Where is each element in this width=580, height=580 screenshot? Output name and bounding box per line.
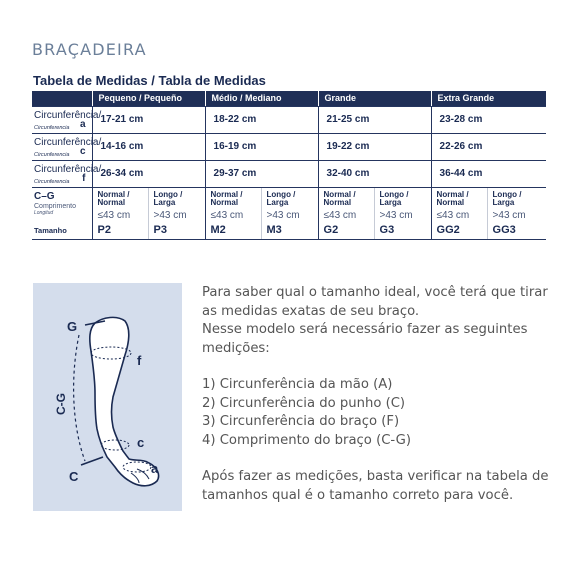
table-cell: 26-34 cm xyxy=(92,160,205,187)
table-cell: 22-26 cm xyxy=(431,133,546,160)
size-code: P2 xyxy=(97,223,111,236)
instruction-item: 2) Circunferência do punho (C) xyxy=(202,395,406,411)
arm-outline xyxy=(90,317,159,485)
length-label-2: Larga xyxy=(266,198,289,208)
length-cm: ≤43 cm xyxy=(436,210,470,222)
length-cell xyxy=(431,187,487,239)
header-size: Extra Grande xyxy=(431,91,546,106)
header-size: Médio / Mediano xyxy=(205,91,318,106)
row-label-sub: Circunferencia xyxy=(34,179,70,185)
table-row xyxy=(32,133,546,160)
header-size: Grande xyxy=(318,91,431,106)
length-cm: ≤43 cm xyxy=(323,210,357,222)
length-label-2: Larga xyxy=(379,198,402,208)
brand-title: BRAÇADEIRA xyxy=(32,40,147,59)
length-label-1: Longo / xyxy=(153,189,183,199)
length-label-1: Longo / xyxy=(492,189,522,199)
length-cell xyxy=(148,187,205,239)
size-label: Tamanho xyxy=(34,225,67,235)
length-cell xyxy=(92,187,148,239)
size-table xyxy=(32,91,546,240)
label-a: a xyxy=(151,461,159,476)
length-cm: ≤43 cm xyxy=(210,210,244,222)
table-cell: 14-16 cm xyxy=(92,133,205,160)
instruction-item: 1) Circunferência da mão (A) xyxy=(202,377,393,392)
length-label-1: Longo / xyxy=(379,189,409,199)
label-c-small: c xyxy=(137,435,145,450)
table-cell: 17-21 cm xyxy=(92,106,205,133)
arm-measurement-illustration xyxy=(33,283,182,511)
size-code: M3 xyxy=(266,223,282,236)
arm-diagram xyxy=(33,283,182,511)
size-code: GG2 xyxy=(436,223,460,236)
row-label-main: Circunferência/ xyxy=(34,109,102,121)
length-label-1: Normal / xyxy=(210,189,243,199)
row-label-main: Circunferência/ xyxy=(34,163,102,175)
size-code: G2 xyxy=(323,223,339,236)
table-cell: 16-19 cm xyxy=(205,133,318,160)
size-code: GG3 xyxy=(492,223,516,236)
table-cell: 18-22 cm xyxy=(205,106,318,133)
row-letter: a xyxy=(79,119,86,130)
length-cm: >43 cm xyxy=(492,210,526,222)
table-title: Tabela de Medidas / Tabla de Medidas xyxy=(33,73,266,88)
row-label-sub: Circunferencia xyxy=(34,125,70,131)
row-label-sub: Circunferencia xyxy=(34,152,70,158)
length-cm: >43 cm xyxy=(379,210,413,222)
size-code: G3 xyxy=(379,223,395,236)
length-cm: >43 cm xyxy=(153,210,187,222)
length-label-1: Normal / xyxy=(323,189,356,199)
length-cell xyxy=(205,187,261,239)
row-label xyxy=(32,106,102,133)
table-cell: 19-22 cm xyxy=(318,133,431,160)
label-cg: C-G xyxy=(54,393,68,415)
length-cell xyxy=(318,187,374,239)
length-label-2: Larga xyxy=(492,198,515,208)
length-label-2: Normal xyxy=(323,198,352,208)
length-label-1: Longo / xyxy=(266,189,296,199)
length-label-2: Normal xyxy=(436,198,465,208)
length-cell xyxy=(374,187,431,239)
length-row-label xyxy=(32,187,92,239)
length-label-1: Normal / xyxy=(436,189,469,199)
instruction-item: 4) Comprimento do braço (C-G) xyxy=(202,432,412,448)
cg-title: C–G xyxy=(34,190,55,202)
cg-sub: Comprimento xyxy=(34,202,77,210)
length-label-2: Larga xyxy=(153,198,176,208)
length-label-2: Normal xyxy=(97,198,126,208)
length-row xyxy=(32,187,546,239)
length-cm: ≤43 cm xyxy=(97,210,131,222)
header-size: Pequeno / Pequeño xyxy=(92,91,205,106)
length-cell xyxy=(261,187,318,239)
length-cm: >43 cm xyxy=(266,210,300,222)
size-code: M2 xyxy=(210,223,226,236)
instructions-model: Nesse modelo será necessário fazer as seguintes medições: xyxy=(202,322,528,356)
cg-sub2: Longitud xyxy=(34,209,54,216)
instructions xyxy=(202,284,562,505)
label-g: G xyxy=(67,319,78,334)
row-letter: f xyxy=(82,173,86,184)
table-cell: 21-25 cm xyxy=(318,106,431,133)
table-row xyxy=(32,160,546,187)
length-label-2: Normal xyxy=(210,198,239,208)
table-row xyxy=(32,106,546,133)
table-cell: 32-40 cm xyxy=(318,160,431,187)
table-cell: 36-44 cm xyxy=(431,160,546,187)
instruction-item: 3) Circunferência do braço (F) xyxy=(202,414,400,429)
table-cell: 29-37 cm xyxy=(205,160,318,187)
row-label xyxy=(32,160,102,187)
header-blank xyxy=(32,91,92,106)
c-line xyxy=(81,457,103,465)
size-code: P3 xyxy=(153,223,167,236)
length-cell xyxy=(487,187,546,239)
label-c-big: C xyxy=(69,469,79,484)
instructions-closing: Após fazer as medições, basta verificar na tabela de tamanhos qual é o tamanho correto para você. xyxy=(202,469,549,503)
row-label xyxy=(32,133,102,160)
table-header-row xyxy=(32,91,546,106)
table-cell: 23-28 cm xyxy=(431,106,546,133)
cg-dashed-line xyxy=(74,335,85,461)
length-label-1: Normal / xyxy=(97,189,130,199)
row-label-main: Circunferência/ xyxy=(34,136,102,148)
row-letter: c xyxy=(79,146,86,157)
label-f: f xyxy=(137,353,142,368)
instructions-intro: Para saber qual o tamanho ideal, você terá que tirar as medidas exatas de seu braço. xyxy=(202,285,548,319)
